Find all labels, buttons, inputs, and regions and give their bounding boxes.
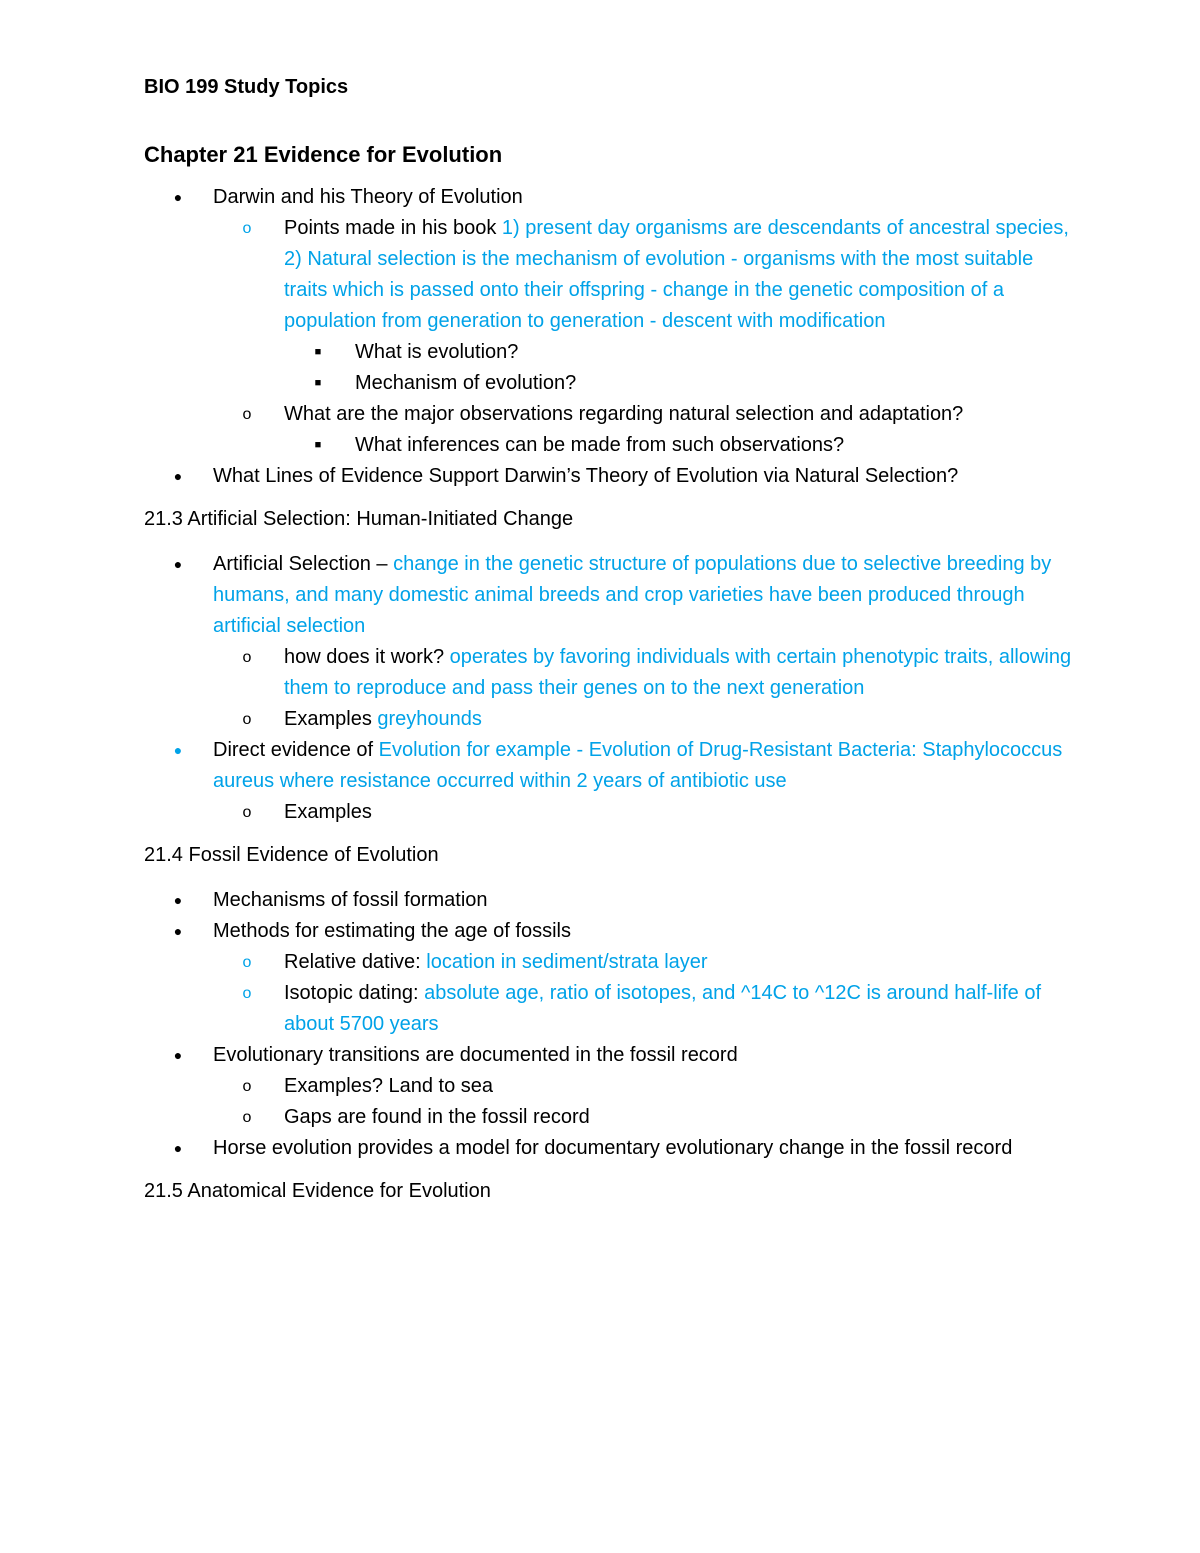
- disc-bullet-icon: ●: [173, 923, 183, 939]
- list-item: [213, 704, 1080, 735]
- topic-text: Direct evidence of: [213, 739, 379, 761]
- disc-bullet-icon: ●: [173, 189, 183, 205]
- sub-list: [213, 213, 1080, 461]
- topic-text: Mechanisms of fossil formation: [213, 889, 488, 911]
- list-item: [213, 1102, 1080, 1133]
- circle-bullet-icon: o: [242, 985, 252, 1002]
- list-item: [144, 182, 1080, 461]
- section-topics-list: [144, 885, 1080, 1164]
- list-item: [144, 735, 1080, 828]
- disc-bullet-icon: ●: [173, 468, 183, 484]
- circle-bullet-icon: o: [242, 1109, 252, 1126]
- list-item: [144, 1040, 1080, 1133]
- topic-text: Examples: [284, 708, 378, 730]
- topic-text: Methods for estimating the age of fossils: [213, 920, 571, 942]
- list-item: [144, 461, 1080, 492]
- topic-text: Isotopic dating:: [284, 982, 425, 1004]
- square-bullet-icon: ■: [314, 439, 322, 451]
- list-item: [213, 213, 1080, 399]
- section-heading: 21.3 Artificial Selection: Human-Initiated Change: [144, 508, 574, 530]
- sub-list: [213, 642, 1080, 735]
- circle-bullet-icon: o: [242, 954, 252, 971]
- list-item: [284, 337, 1080, 368]
- sub-sub-list: [284, 430, 1080, 461]
- list-item: [144, 1133, 1080, 1164]
- question-text: Mechanism of evolution?: [355, 372, 577, 394]
- circle-bullet-icon: o: [242, 711, 252, 728]
- answer-text: change in the genetic structure of populations due to selective breeding by humans, and many domestic animal breeds and crop varieties have been produced through artificial selection: [213, 553, 1052, 637]
- sub-list: [213, 1071, 1080, 1133]
- topic-text: What are the major observations regarding natural selection and adaptation?: [284, 403, 964, 425]
- document-title: BIO 199 Study Topics: [144, 76, 349, 98]
- list-item: [213, 797, 1080, 828]
- answer-text: Evolution for example - Evolution of Drug-Resistant Bacteria: Staphylococcus aureus where resistance occurred within 2 years of antibiotic use: [213, 739, 1063, 792]
- circle-bullet-icon: o: [242, 649, 252, 666]
- circle-bullet-icon: o: [242, 220, 252, 237]
- section-heading: 21.5 Anatomical Evidence for Evolution: [144, 1180, 491, 1202]
- square-bullet-icon: ■: [314, 377, 322, 389]
- question-text: What inferences can be made from such observations?: [355, 434, 845, 456]
- section-heading: 21.4 Fossil Evidence of Evolution: [144, 844, 439, 866]
- list-item: [213, 642, 1080, 704]
- square-bullet-icon: ■: [314, 346, 322, 358]
- answer-text: greyhounds: [377, 708, 482, 730]
- sub-sub-list: [284, 337, 1080, 399]
- chapter-topics-list: [144, 182, 1080, 492]
- sub-list: [213, 947, 1080, 1040]
- circle-bullet-icon: o: [242, 804, 252, 821]
- topic-text: Gaps are found in the fossil record: [284, 1106, 590, 1128]
- list-item: [284, 430, 1080, 461]
- topic-text: Artificial Selection –: [213, 553, 394, 575]
- answer-text: absolute age, ratio of isotopes, and ^14C to ^12C is around half-life of about 5700 years: [284, 982, 1042, 1035]
- disc-bullet-icon: ●: [173, 1047, 183, 1063]
- list-item: [213, 978, 1080, 1040]
- topic-text: Evolutionary transitions are documented in the fossil record: [213, 1044, 738, 1066]
- list-item: [144, 885, 1080, 916]
- topic-text: Relative dative:: [284, 951, 427, 973]
- disc-bullet-icon: ●: [173, 556, 183, 572]
- topic-text: Examples: [284, 801, 372, 823]
- list-item: [213, 1071, 1080, 1102]
- answer-text: location in sediment/strata layer: [426, 951, 708, 973]
- question-text: What is evolution?: [355, 341, 519, 363]
- list-item: [213, 399, 1080, 461]
- circle-bullet-icon: o: [242, 406, 252, 423]
- disc-bullet-icon: ●: [173, 892, 183, 908]
- disc-bullet-icon: ●: [173, 1140, 183, 1156]
- chapter-heading: Chapter 21 Evidence for Evolution: [144, 142, 503, 167]
- list-item: [144, 916, 1080, 1040]
- circle-bullet-icon: o: [242, 1078, 252, 1095]
- disc-bullet-icon: ●: [173, 742, 183, 758]
- section-topics-list: [144, 549, 1080, 828]
- topic-text: how does it work?: [284, 646, 450, 668]
- answer-text: operates by favoring individuals with certain phenotypic traits, allowing them to reproduce and pass their genes on to the next generation: [284, 646, 1072, 699]
- topic-text: Examples? Land to sea: [284, 1075, 494, 1097]
- topic-text: Darwin and his Theory of Evolution: [213, 186, 523, 208]
- sub-list: [213, 797, 1080, 828]
- answer-text: 1) present day organisms are descendants of ancestral species, 2) Natural selection is the mechanism of evolution - organisms with the most suitable traits which is passed onto their offspring - change in the genetic composition of a population from generation to generation - descent with modification: [284, 217, 1069, 332]
- topic-text: Points made in his book: [284, 217, 502, 239]
- topic-text: Horse evolution provides a model for documentary evolutionary change in the fossil record: [213, 1137, 1013, 1159]
- list-item: [144, 549, 1080, 735]
- list-item: [284, 368, 1080, 399]
- topic-text: What Lines of Evidence Support Darwin’s Theory of Evolution via Natural Selection?: [213, 465, 959, 487]
- list-item: [213, 947, 1080, 978]
